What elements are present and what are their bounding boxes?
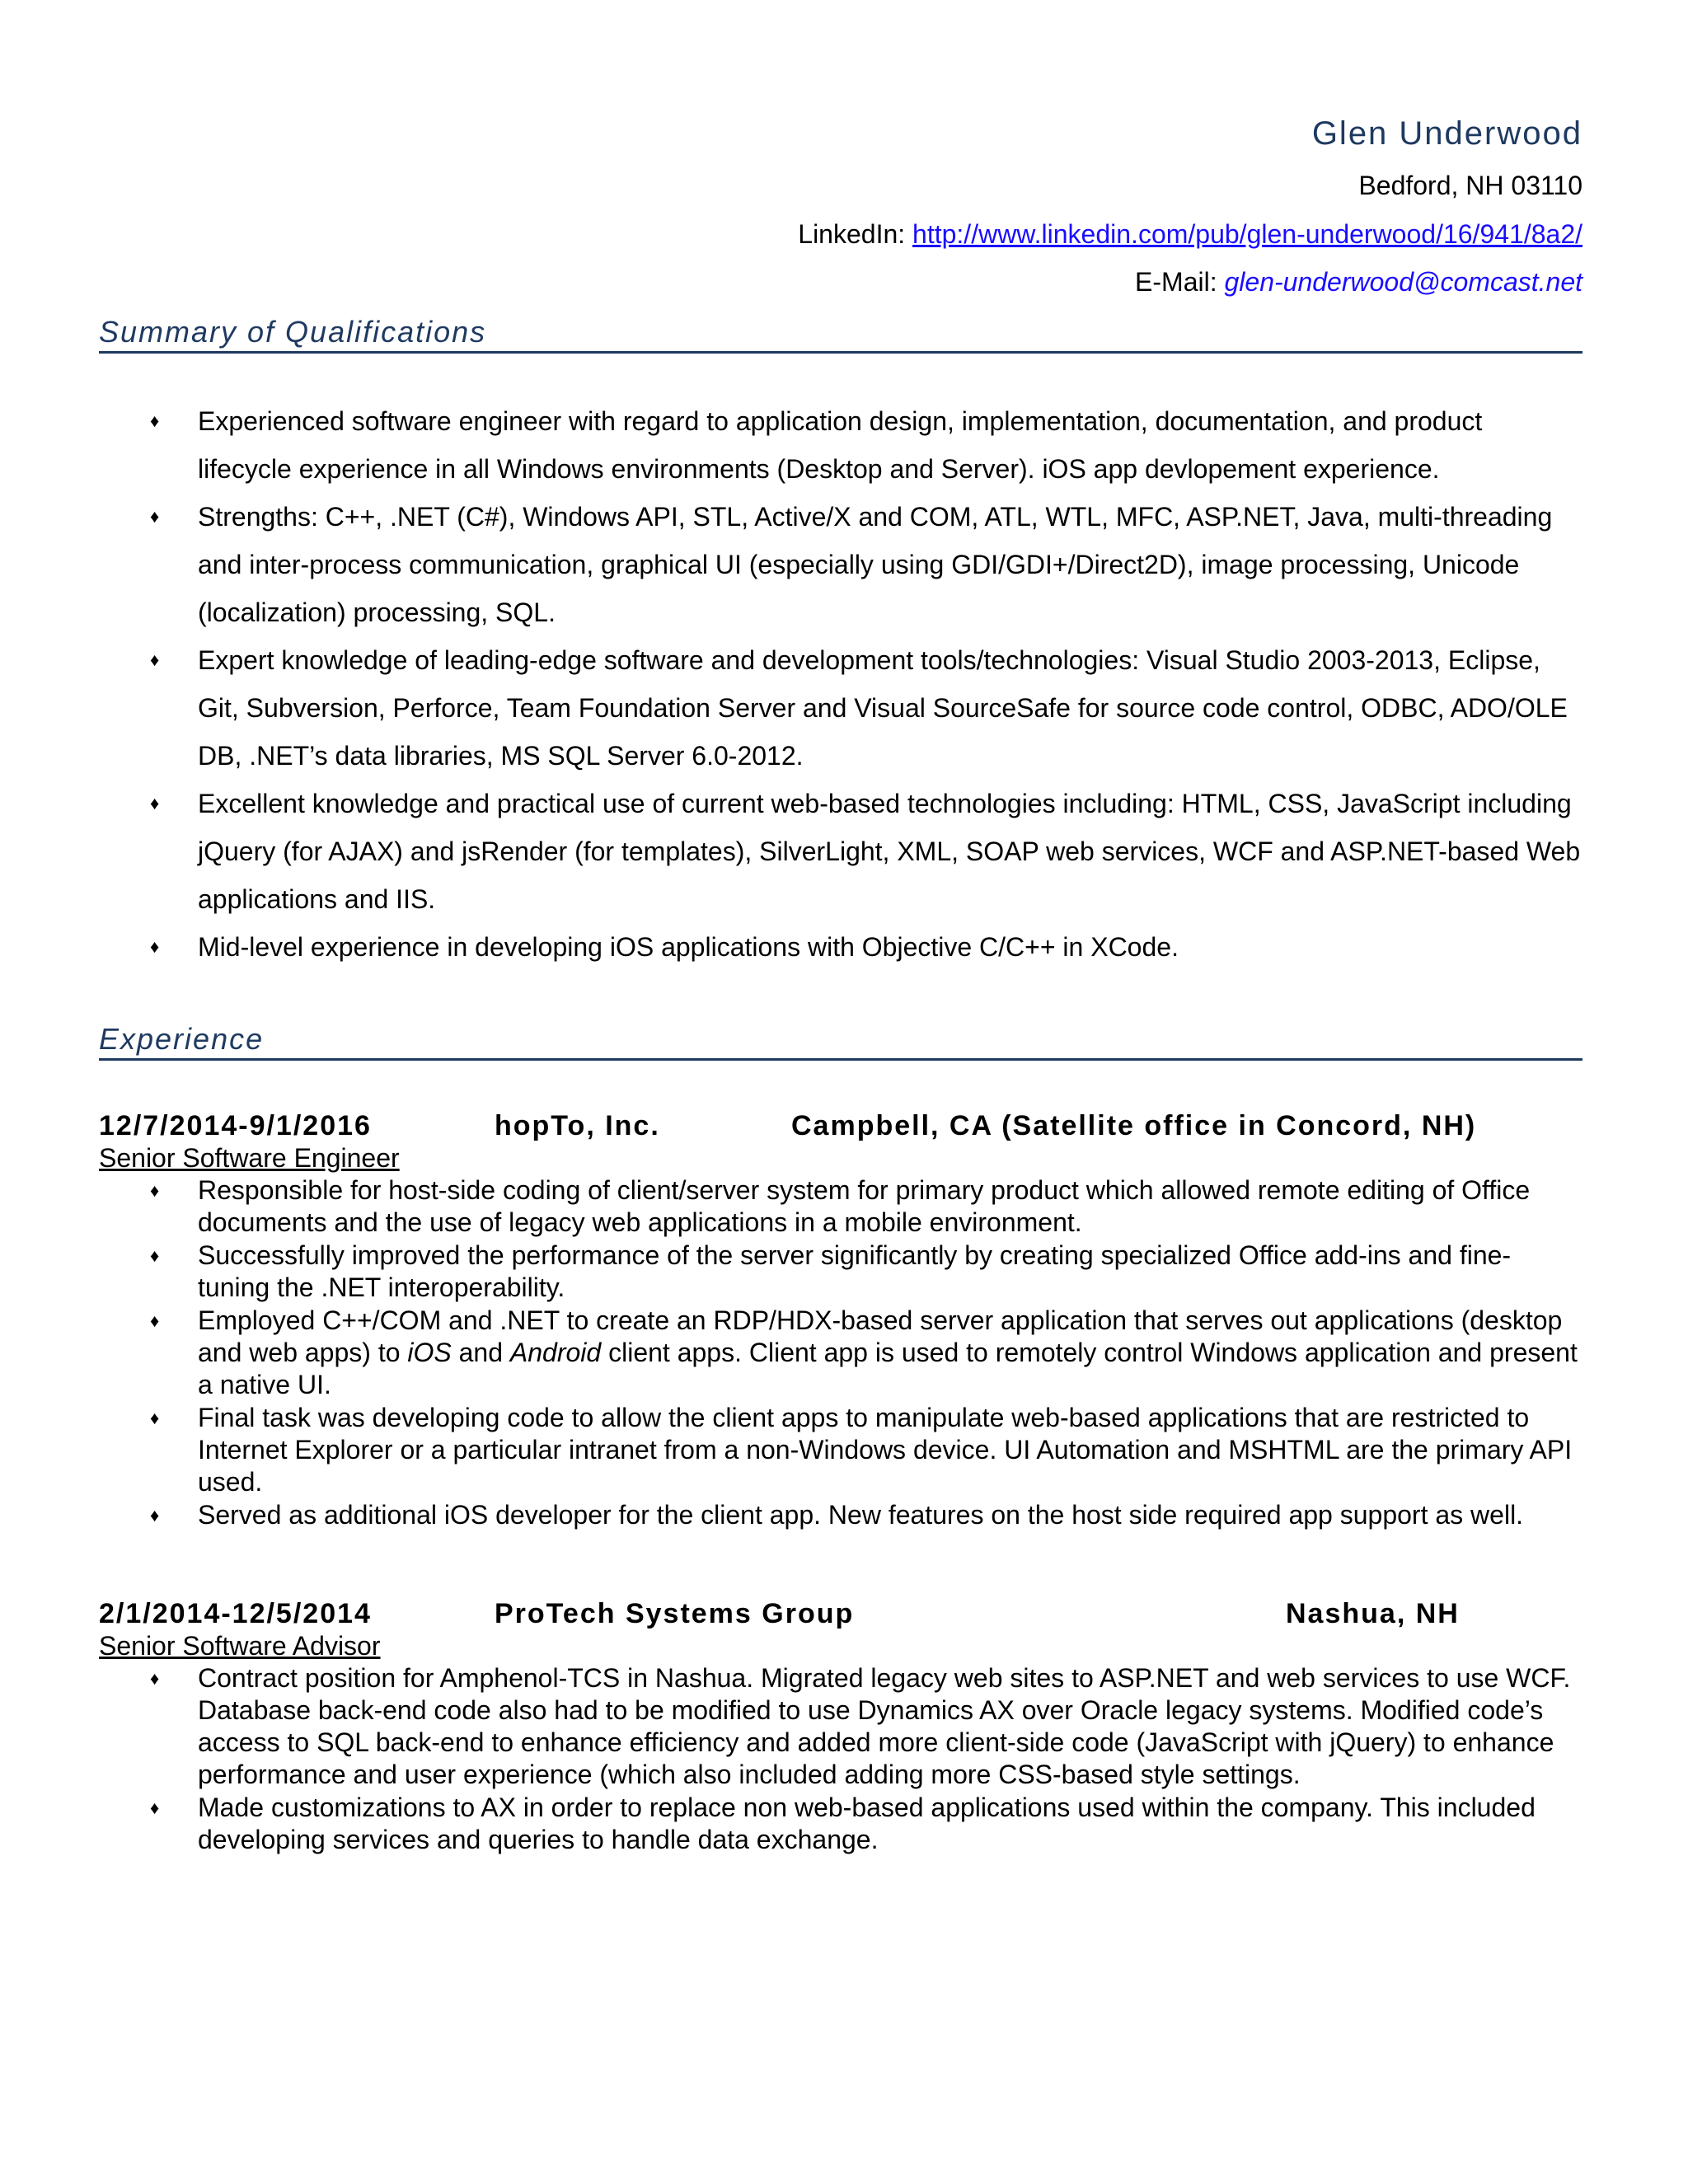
job-bullets: [99, 1174, 1582, 1532]
bullet-icon: ♦: [150, 410, 160, 431]
job-location: Nashua, NH: [1286, 1598, 1460, 1629]
job-title: Senior Software Advisor: [99, 1631, 381, 1661]
bullet-icon: ♦: [150, 793, 160, 813]
bullet-icon: ♦: [150, 1180, 160, 1201]
experience-heading: Experience: [99, 1020, 1582, 1061]
bullet-icon: ♦: [150, 1408, 160, 1428]
list-item: ♦ Made customizations to AX in order to replace non web-based applications used within the company. This included developing services and queries to handle data exchange.: [150, 1793, 1536, 1854]
list-item: ♦ Successfully improved the performance of the server significantly by creating specialized Office add-ins and fine-tuning the .NET interoperability.: [150, 1240, 1512, 1302]
summary-list: [99, 397, 1582, 971]
bullet-icon: ♦: [150, 649, 160, 670]
list-item: ♦ Strengths: C++, .NET (C#), Windows API, STL, Active/X and COM, ATL, WTL, MFC, ASP.NET, Java, multi-threading and inter-process communication, graphical UI (especially using GDI/GDI+/Direct2D), image processing, Unicode (localization) processing, SQL.: [99, 493, 1582, 636]
address: Bedford, NH 03110: [1358, 171, 1582, 200]
summary-heading: Summary of Qualifications: [99, 313, 1582, 354]
email-line: [1135, 266, 1582, 298]
list-item: ♦ Served as additional iOS developer for the client app. New features on the host side required app support as well.: [150, 1500, 1524, 1530]
job-dates: 2/1/2014-12/5/2014: [99, 1598, 372, 1629]
job-dates: 12/7/2014-9/1/2016: [99, 1110, 372, 1141]
list-item: ♦ Mid-level experience in developing iOS applications with Objective C/C++ in XCode.: [99, 923, 1582, 971]
bullet-icon: ♦: [150, 1668, 160, 1689]
job-bullets: [99, 1662, 1582, 1857]
linkedin-label: LinkedIn:: [798, 219, 913, 249]
bullet-icon: ♦: [150, 1310, 160, 1331]
email-link[interactable]: glen-underwood@comcast.net: [1224, 267, 1582, 297]
email-label: E-Mail:: [1135, 267, 1225, 297]
list-item: ♦ Excellent knowledge and practical use of current web-based technologies including: HTML, CSS, JavaScript including jQuery (for AJAX) and jsRender (for templates), SilverLight, XML, SOAP web services, WCF and ASP.NET-based Web applications and IIS.: [99, 780, 1582, 923]
list-item: ♦ Experienced software engineer with regard to application design, implementation, documentation, and product lifecycle experience in all Windows environments (Desktop and Server). iOS app devlopement experience.: [99, 397, 1582, 493]
candidate-name: Glen Underwood: [1311, 115, 1582, 152]
list-item: ♦ Responsible for host-side coding of client/server system for primary product which allowed remote editing of Office documents and the use of legacy web applications in a mobile environment.: [150, 1175, 1531, 1237]
bullet-icon: ♦: [150, 1797, 160, 1818]
job-header: [99, 1597, 1582, 1630]
job-company: hopTo, Inc.: [495, 1110, 660, 1141]
job-header: [99, 1109, 1582, 1142]
bullet-icon: ♦: [150, 506, 160, 527]
list-item: ♦ Employed C++/COM and .NET to create an RDP/HDX-based server application that serves out applications (desktop and web apps) to iOS and Android client apps. Client app is used to remotely control Windows application and present a native UI.: [150, 1305, 1578, 1399]
job-company: ProTech Systems Group: [495, 1598, 855, 1629]
list-item: ♦ Contract position for Amphenol-TCS in Nashua. Migrated legacy web sites to ASP.NET and web services to use WCF. Database back-end code also had to be modified to use Dynamics AX over Oracle legacy systems. Modified code’s access to SQL back-end to enhance efficiency and added more client-side code (JavaScript with jQuery) to enhance performance and user experience (which also included adding more CSS-based style settings.: [150, 1663, 1571, 1789]
bullet-icon: ♦: [150, 936, 160, 957]
job-title: Senior Software Engineer: [99, 1143, 400, 1173]
job-location: Campbell, CA (Satellite office in Concord, NH): [791, 1110, 1477, 1141]
bullet-icon: ♦: [150, 1505, 160, 1526]
linkedin-link[interactable]: http://www.linkedin.com/pub/glen-underwood/16/941/8a2/: [912, 219, 1582, 249]
bullet-icon: ♦: [150, 1245, 160, 1266]
linkedin-line: [798, 218, 1582, 250]
list-item: ♦ Final task was developing code to allow the client apps to manipulate web-based applications that are restricted to Internet Explorer or a particular intranet from a non-Windows device. UI Automation and MSHTML are the primary API used.: [150, 1403, 1573, 1497]
list-item: ♦ Expert knowledge of leading-edge software and development tools/technologies: Visual Studio 2003-2013, Eclipse, Git, Subversion, Perforce, Team Foundation Server and Visual SourceSafe for source code control, ODBC, ADO/OLE DB, .NET’s data libraries, MS SQL Server 6.0-2012.: [99, 636, 1582, 780]
